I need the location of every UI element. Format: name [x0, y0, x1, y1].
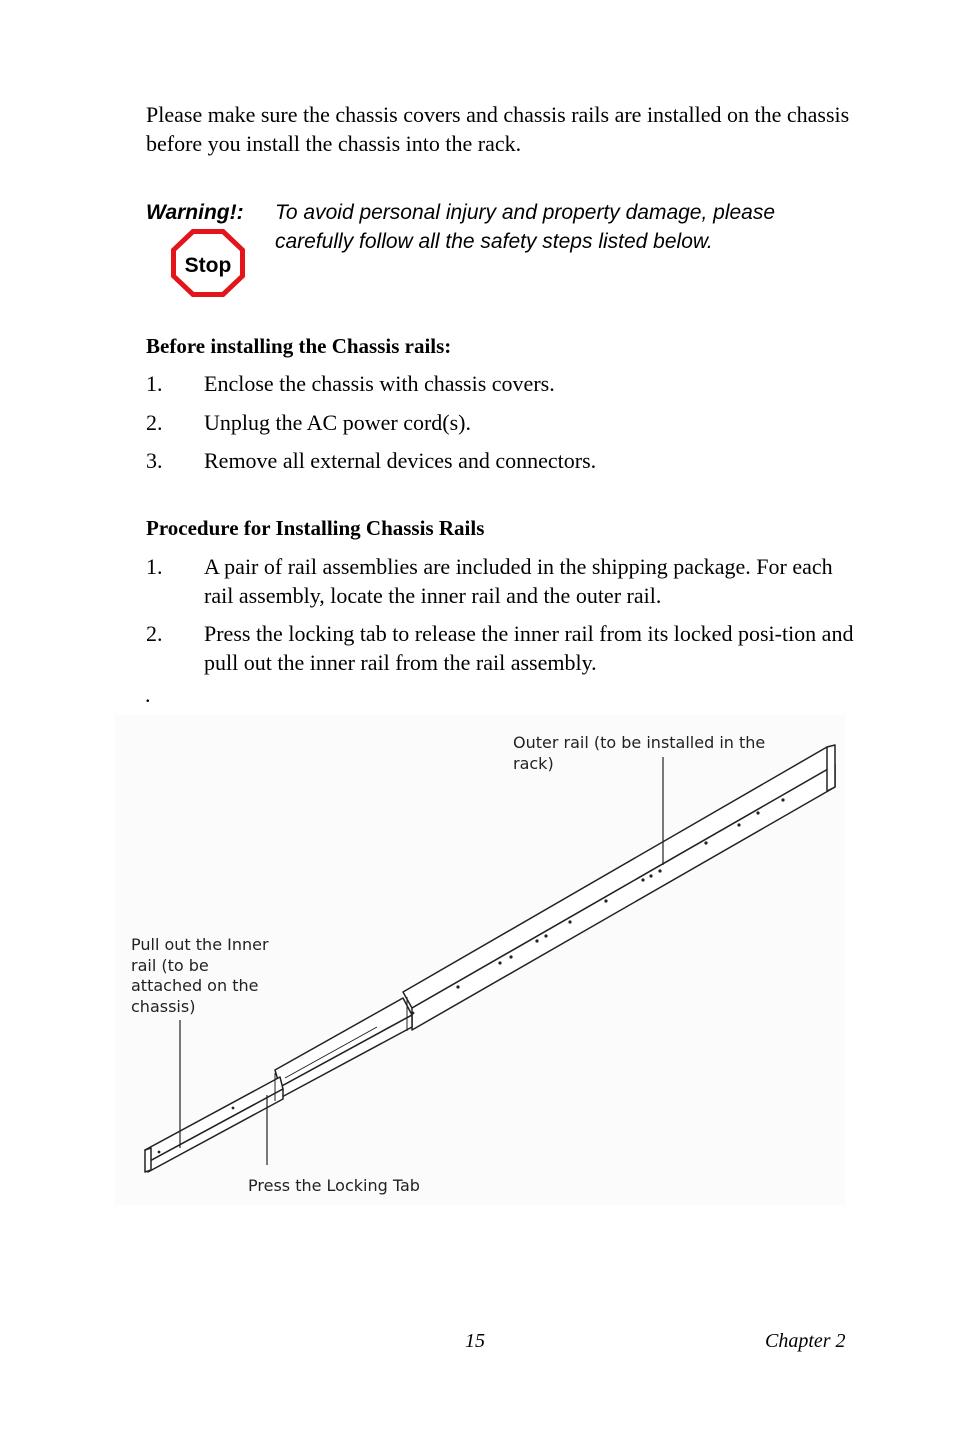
before-item-text: Unplug the AC power cord(s).: [204, 410, 472, 435]
stop-sign-icon: [170, 228, 246, 298]
outer-rail-label-line1: Outer rail (to be installed in the: [513, 733, 766, 752]
before-item-num: 1.: [146, 371, 163, 396]
procedure-heading: Procedure for Installing Chassis Rails: [146, 516, 485, 540]
before-item-num: 3.: [146, 448, 163, 473]
before-item-text: Remove all external devices and connectors.: [204, 448, 597, 473]
page-number: 15: [465, 1330, 485, 1352]
locking-tab-label: Press the Locking Tab: [248, 1176, 420, 1195]
rail-assembly-illustration: [115, 715, 845, 1205]
before-item-text: Enclose the chassis with chassis covers.: [204, 371, 555, 396]
warning-label: Warning!:: [146, 201, 244, 224]
inner-rail-label-line2: rail (to be: [131, 956, 209, 975]
procedure-item-num: 2.: [146, 621, 163, 646]
stop-sign-text: Stop: [184, 254, 232, 277]
before-item-num: 2.: [146, 410, 163, 435]
procedure-item-num: 1.: [146, 554, 163, 579]
inner-rail-label-line4: chassis): [131, 997, 196, 1016]
outer-rail-label-line2: rack): [513, 754, 554, 773]
intro-paragraph: Please make sure the chassis covers and chassis rails are installed on the chassis before you install the chassis into the rack.: [146, 102, 850, 156]
stray-dot: .: [145, 682, 151, 707]
before-heading: Before installing the Chassis rails:: [146, 334, 452, 358]
warning-text: To avoid personal injury and property damage, please carefully follow all the safety steps listed below.: [275, 201, 776, 253]
procedure-item-text: Press the locking tab to release the inner rail from its locked posi-tion and pull out the inner rail from the rail assembly.: [204, 621, 854, 675]
chapter-label: Chapter 2: [765, 1330, 846, 1352]
inner-rail-label-line3: attached on the: [131, 976, 259, 995]
procedure-item-text: A pair of rail assemblies are included in the shipping package. For each rail assembly, locate the inner rail and the outer rail.: [204, 554, 833, 608]
inner-rail-label-line1: Pull out the Inner: [131, 935, 269, 954]
